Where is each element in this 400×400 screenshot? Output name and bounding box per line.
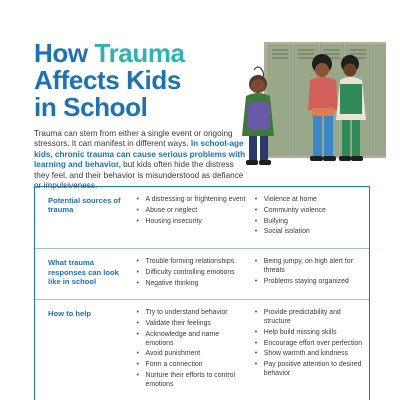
list-item: • Housing insecurity: [137, 218, 249, 227]
intro-bold: In school-age kids, chronic trauma can cause serious problems with learning and behavior,: [34, 139, 246, 170]
list-item: • Community violence: [255, 207, 369, 216]
list-item: • Help build missing skills: [255, 329, 369, 338]
title-line1-prefix: How: [34, 38, 95, 68]
list-item: • Provide predictability and structure: [255, 309, 369, 326]
table-row: [35, 187, 369, 249]
intro-text-start: Trauma can stem from either a single event or ongoing stressors. It can manifest in different ways.: [34, 129, 233, 149]
column-right: [249, 196, 369, 239]
column-left: [129, 258, 249, 290]
trauma-info-table: [34, 186, 370, 400]
title-line2: Affects Kids: [34, 65, 181, 95]
column-left: [129, 309, 249, 391]
list-item: • Being jumpy, on high alert for threats: [255, 258, 369, 275]
page-title: [34, 40, 254, 121]
list-item: • A distressing or frightening event: [137, 196, 249, 205]
list-item: • Show warmth and kindness: [255, 350, 369, 359]
list-item: • Problems staying organized: [255, 278, 369, 287]
list-item: • Trouble forming relationships: [137, 258, 249, 267]
list-item: • Form a connection: [137, 361, 249, 370]
list-item: • Nurture their efforts to control emotions: [137, 372, 249, 389]
list-item: • Difficulty controlling emotions: [137, 269, 249, 278]
table-row: [35, 249, 369, 300]
list-item: • Avoid punishment: [137, 350, 249, 359]
row-label: What trauma responses can look like in school: [48, 258, 119, 286]
list-item: • Violence at home: [255, 196, 369, 205]
title-line3: in School: [34, 92, 148, 122]
list-item: • Validate their feelings: [137, 320, 249, 329]
column-right: [249, 309, 369, 391]
list-item: • Negative thinking: [137, 280, 249, 289]
title-accent-word: Trauma: [94, 38, 185, 68]
list-item: • Encourage effort over perfection: [255, 340, 369, 349]
list-item: • Acknowledge and name emotions: [137, 331, 249, 348]
list-item: • Try to understand behavior: [137, 309, 249, 318]
row-label: How to help: [48, 309, 92, 319]
table-row: [35, 300, 369, 400]
list-item: • Abuse or neglect: [137, 207, 249, 216]
kids-at-lockers-illustration: [236, 40, 386, 180]
list-item: • Social isolation: [255, 228, 369, 237]
intro-paragraph: [34, 129, 246, 191]
list-item: • Bullying: [255, 218, 369, 227]
intro-text-end: but kids often hide the distress they feel, and their behavior is misunderstood as defiance or impulsiveness.: [34, 160, 244, 191]
list-item: • Pay positive attention to desired behavior: [255, 361, 369, 378]
column-right: [249, 258, 369, 290]
column-left: [129, 196, 249, 239]
row-label: Potential sources of trauma: [48, 196, 121, 215]
